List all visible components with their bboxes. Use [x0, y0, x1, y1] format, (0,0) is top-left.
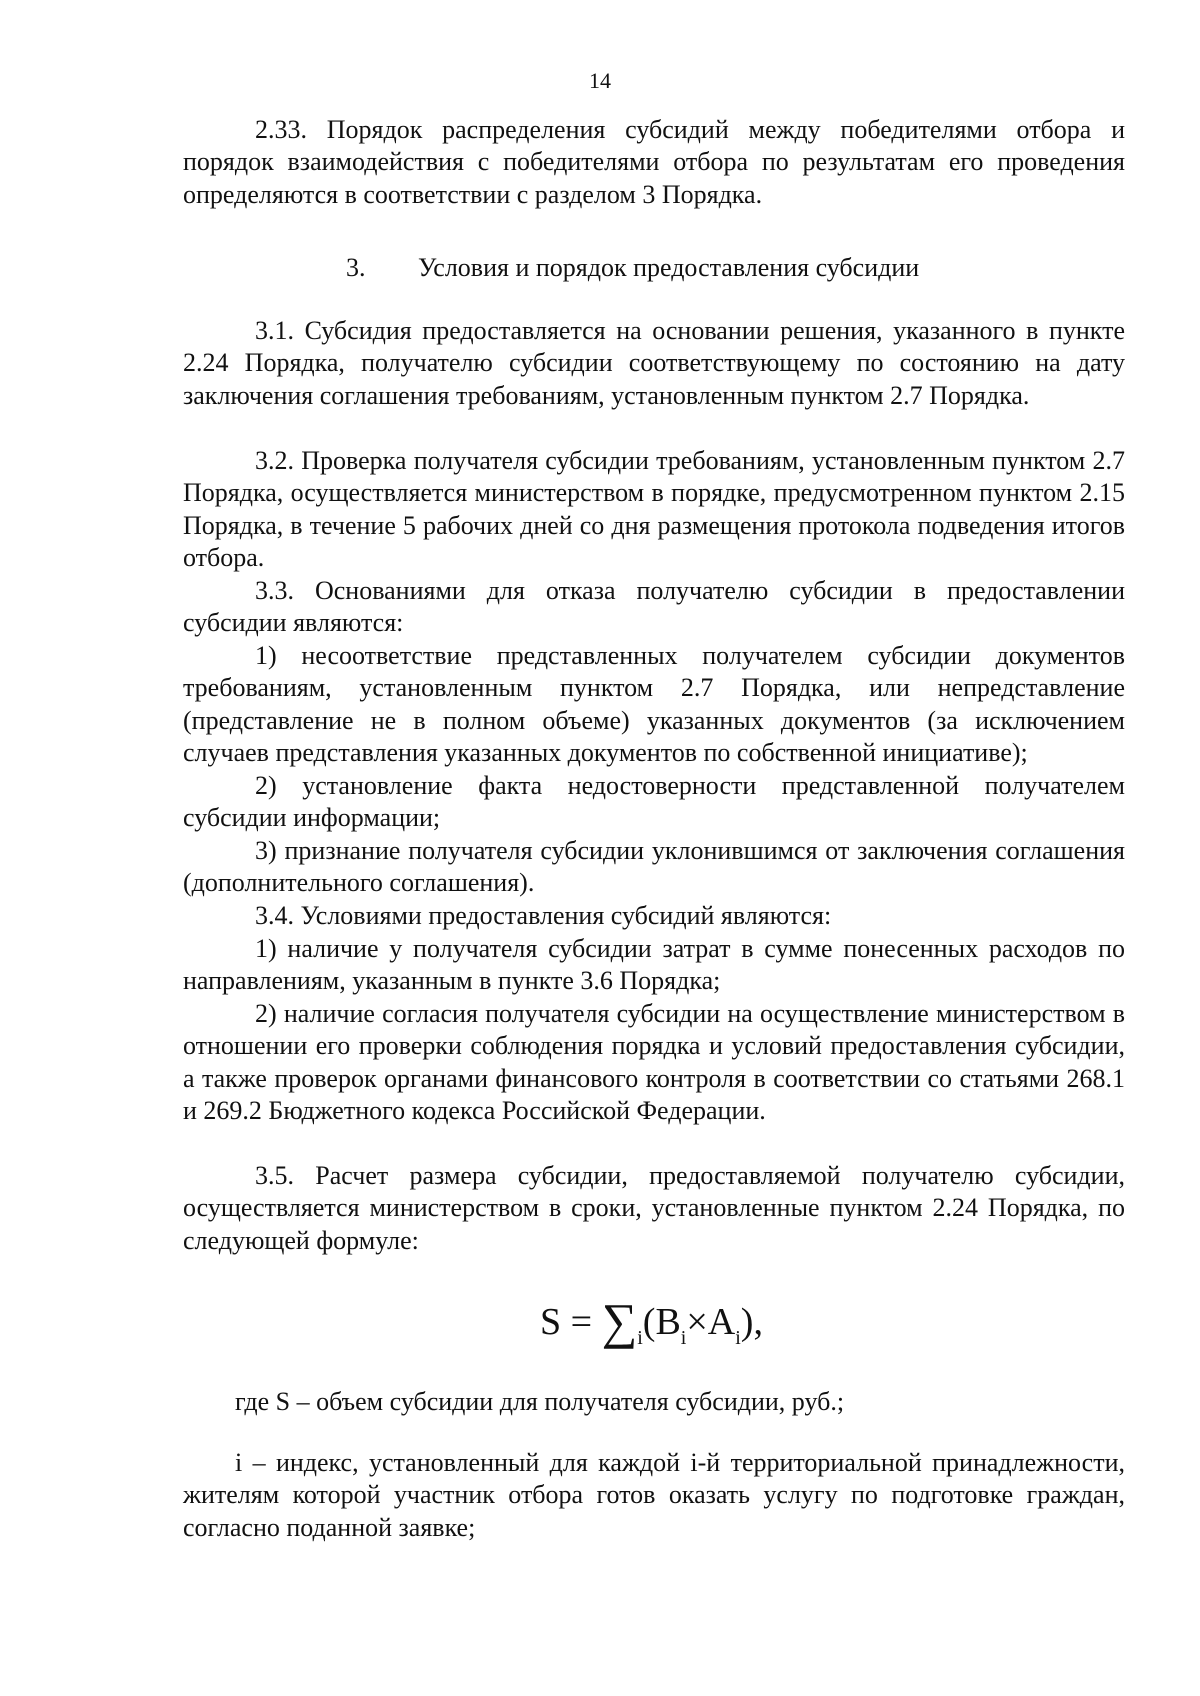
- section-number: 3.: [346, 253, 366, 282]
- paragraph-3-1: 3.1. Субсидия предоставляется на основании решения, указанного в пункте 2.24 Порядка, получателю субсидии соответствующему по состоянию на дату заключения соглашения требованиям, установленным пунктом 2.7 Порядка.: [183, 316, 1125, 410]
- definition-i: i – индекс, установленный для каждой i-й территориальной принадлежности, жителям которой участник отбора готов оказать услугу по подготовке граждан, согласно поданной заявке;: [183, 1448, 1125, 1542]
- paragraph-3-4-item-2: 2) наличие согласия получателя субсидии на осуществление министерством в отношении его проверки соблюдения порядка и условий предоставления субсидии, а также проверок органами финансового контроля в соответствии со статьями 268.1 и 269.2 Бюджетного кодекса Российской Федерации.: [183, 999, 1125, 1126]
- formula-a-index: i: [735, 1327, 741, 1349]
- paragraph-3-4-item-1: 1) наличие у получателя субсидии затрат в сумме понесенных расходов по направлениям, указанным в пункте 3.6 Порядка;: [183, 934, 1125, 996]
- page-number: 14: [589, 68, 611, 93]
- formula-b-index: i: [680, 1327, 687, 1349]
- formula-sum-symbol: ∑: [601, 1293, 638, 1349]
- formula-sum-index: i: [637, 1327, 643, 1349]
- paragraph-3-4: 3.4. Условиями предоставления субсидий являются:: [255, 901, 832, 930]
- section-title: Условия и порядок предоставления субсидии: [418, 253, 920, 282]
- formula-lhs: S: [540, 1301, 562, 1343]
- paragraph-3-2: 3.2. Проверка получателя субсидии требованиям, установленным пунктом 2.7 Порядка, осуществляется министерством в порядке, предусмотренном пунктом 2.15 Порядка, в течение 5 рабочих дней со дня размещения протокола подведения итогов отбора.: [183, 446, 1125, 573]
- definition-s: где S – объем субсидии для получателя субсидии, руб.;: [235, 1387, 845, 1416]
- formula-b-term: (B: [642, 1301, 681, 1343]
- formula-a-term: ×A: [686, 1301, 736, 1343]
- paragraph-3-3-item-3: 3) признание получателя субсидии уклонившимся от заключения соглашения (дополнительного соглашения).: [183, 836, 1125, 898]
- paragraph-3-5: 3.5. Расчет размера субсидии, предоставляемой получателю субсидии, осуществляется министерством в сроки, установленные пунктом 2.24 Порядка, по следующей формуле:: [183, 1161, 1125, 1255]
- subsidy-formula: [540, 1293, 763, 1362]
- paragraph-2-33: 2.33. Порядок распределения субсидий между победителями отбора и порядок взаимодействия с победителями отбора по результатам его проведения определяются в соответствии с разделом 3 Порядка.: [183, 115, 1125, 209]
- paragraph-3-3: 3.3. Основаниями для отказа получателю субсидии в предоставлении субсидии являются:: [183, 576, 1125, 638]
- paragraph-3-3-item-1: 1) несоответствие представленных получателем субсидии документов требованиям, установленным пунктом 2.7 Порядка, или непредставление (представление не в полном объеме) указанных документов (за исключением случаев представления указанных документов по собственной инициативе);: [183, 641, 1125, 768]
- formula-equals: =: [570, 1301, 593, 1343]
- paragraph-3-3-item-2: 2) установление факта недостоверности представленной получателем субсидии информации;: [183, 771, 1125, 833]
- formula-close: ),: [740, 1301, 763, 1343]
